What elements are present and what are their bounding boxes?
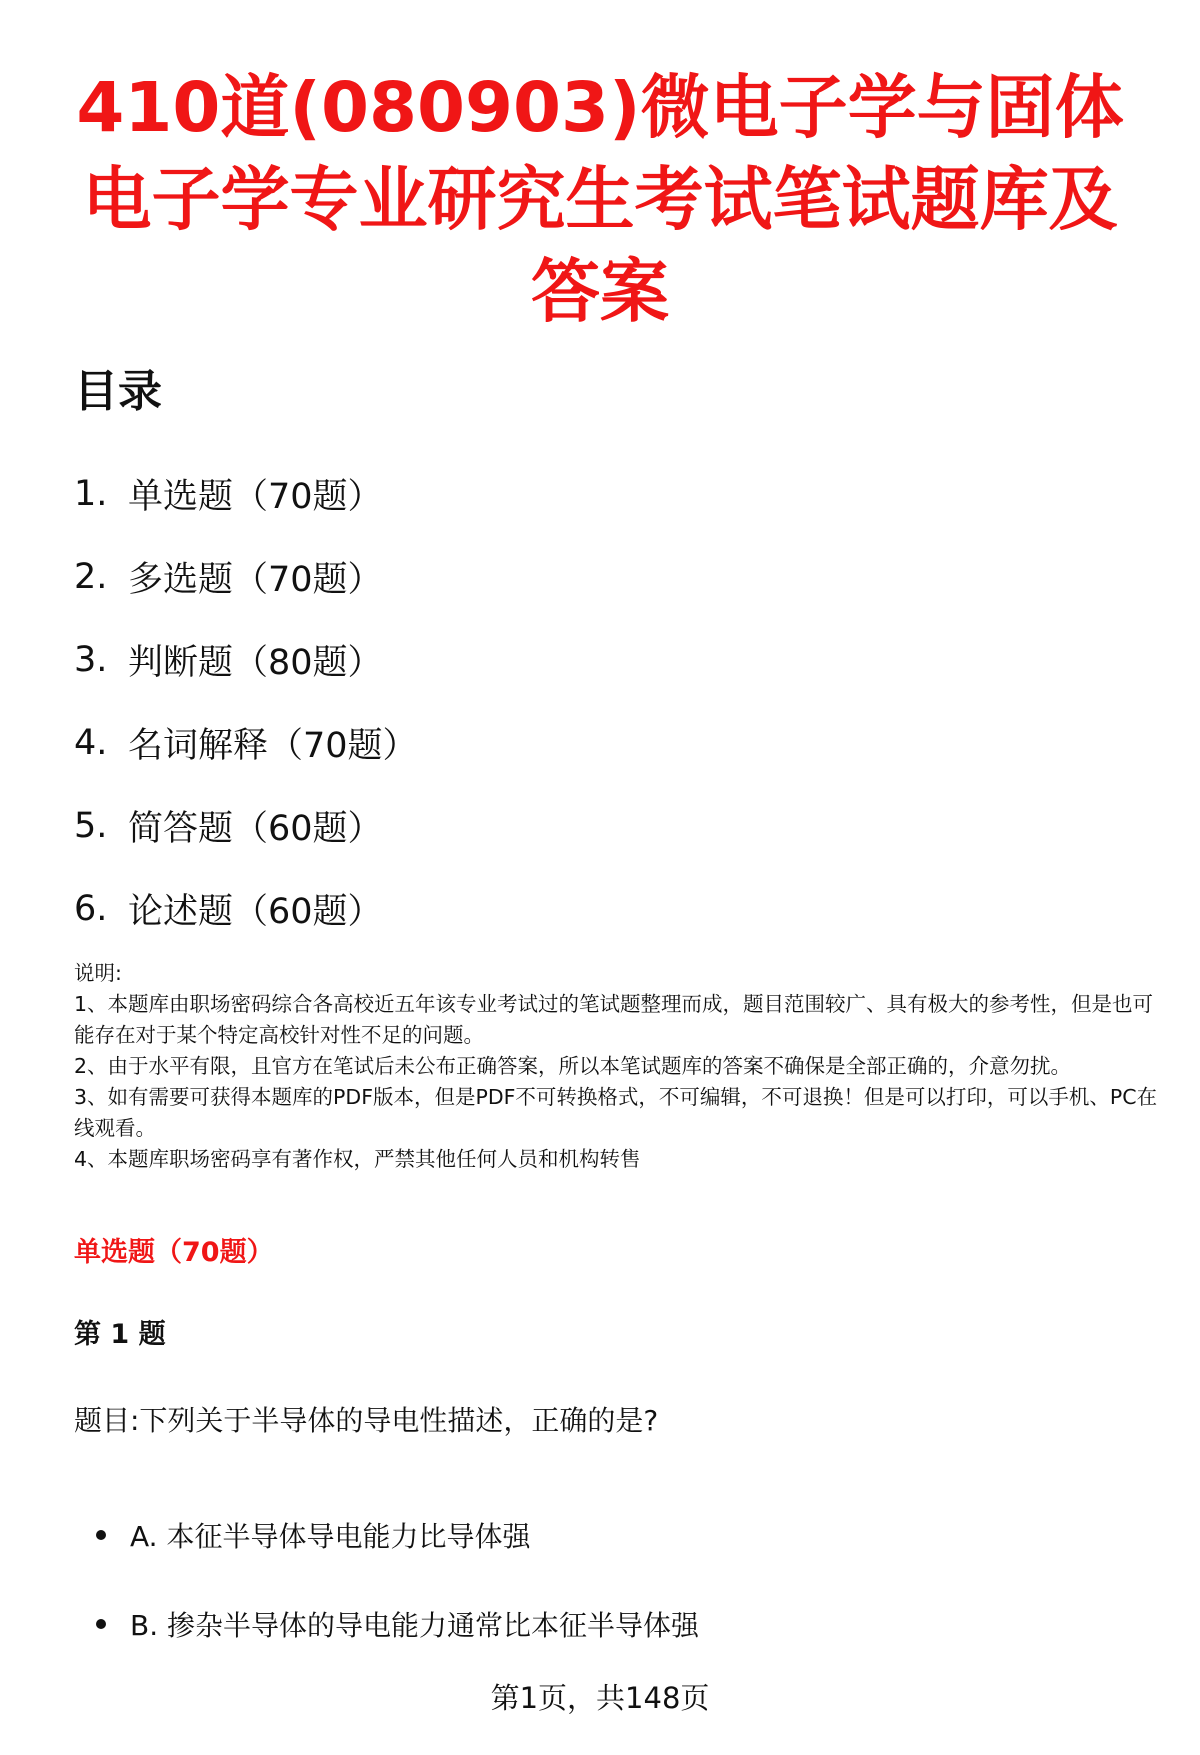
toc-list (74, 452, 418, 950)
toc-item-label: 论述题（60题） (128, 891, 383, 932)
note-item: 4、本题库职场密码享有著作权，严禁其他任何人员和机构转售 (74, 1147, 641, 1171)
bullet-icon (96, 1619, 106, 1629)
toc-heading: 目录 (74, 366, 162, 417)
toc-item-number: 1. (74, 473, 108, 514)
note-item: 3、如有需要可获得本题库的PDF版本，但是PDF不可转换格式，不可编辑，不可退换！但是可以打印，可以手机、PC在线观看。 (74, 1085, 1158, 1140)
page-footer: 第1页，共148页 (490, 1681, 710, 1715)
section-heading: 单选题（70题） (74, 1237, 274, 1268)
notes-block (74, 958, 1164, 1175)
toc-item[interactable] (74, 535, 418, 618)
option-label: B. 掺杂半导体的导电能力通常比本征半导体强 (130, 1608, 700, 1642)
toc-item-label: 判断题（80题） (128, 642, 383, 683)
toc-item-label: 简答题（60题） (128, 808, 383, 849)
toc-item-number: 6. (74, 888, 108, 929)
toc-item-label: 单选题（70题） (128, 476, 383, 517)
option-label: A. 本征半导体导电能力比导体强 (130, 1519, 531, 1553)
toc-item[interactable] (74, 618, 418, 701)
document-title: 410道(080903)微电子学与固体电子学专业研究生考试笔试题库及答案 (76, 68, 1124, 332)
note-item: 2、由于水平有限，且官方在笔试后未公布正确答案，所以本笔试题库的答案不确保是全部正确的，介意勿扰。 (74, 1054, 1072, 1078)
question-heading: 第 1 题 (74, 1319, 166, 1350)
toc-item-number: 5. (74, 805, 108, 846)
notes-heading: 说明: (74, 961, 122, 985)
option-list (96, 1490, 699, 1668)
note-item: 1、本题库由职场密码综合各高校近五年该专业考试过的笔试题整理而成，题目范围较广、具有极大的参考性，但是也可能存在对于某个特定高校针对性不足的问题。 (74, 992, 1154, 1047)
option-item[interactable] (96, 1579, 699, 1668)
toc-item-number: 4. (74, 722, 108, 763)
question-stem: 题目:下列关于半导体的导电性描述，正确的是? (74, 1404, 659, 1437)
toc-item-label: 多选题（70题） (128, 559, 383, 600)
toc-item-number: 2. (74, 556, 108, 597)
bullet-icon (96, 1530, 106, 1540)
toc-item[interactable] (74, 867, 418, 950)
toc-item[interactable] (74, 452, 418, 535)
toc-item-label: 名词解释（70题） (128, 725, 418, 766)
toc-item-number: 3. (74, 639, 108, 680)
toc-item[interactable] (74, 784, 418, 867)
toc-item[interactable] (74, 701, 418, 784)
option-item[interactable] (96, 1490, 699, 1579)
